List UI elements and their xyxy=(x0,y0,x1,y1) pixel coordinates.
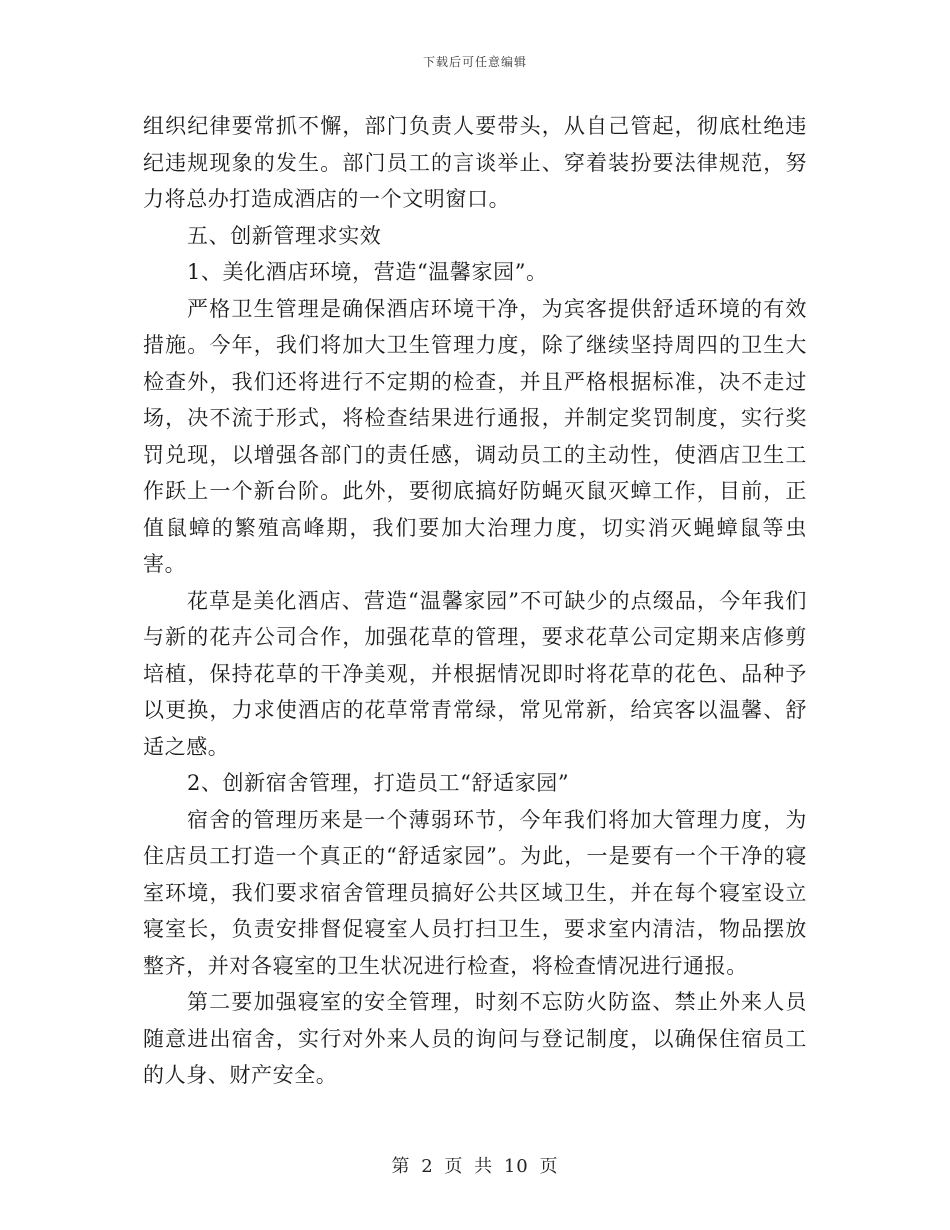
section-heading-innovation: 五、创新管理求实效 xyxy=(187,223,382,248)
page-footer: 第 2 页 共 10 页 xyxy=(391,1156,559,1177)
paragraph-dormitory-safety: 第二要加强寝室的安全管理，时刻不忘防火防盗、禁止外来人员随意进出宿舍，实行对外来人员的询问与登记制度，以确保住宿员工的人身、财产安全。 xyxy=(143,990,807,1087)
paragraph-discipline: 组织纪律要常抓不懈，部门负责人要带头，从自己管起，彻底杜绝违纪违规现象的发生。部门员工的言谈举止、穿着装扮要法律规范，努力将总办打造成酒店的一个文明窗口。 xyxy=(143,114,807,211)
paragraph-flowers: 花草是美化酒店、营造“温馨家园”不可缺少的点缀品，今年我们与新的花卉公司合作，加强花草的管理，要求花草公司定期来店修剪培植，保持花草的干净美观，并根据情况即时将花草的花色、品种予以更换，力求使酒店的花草常青常绿，常见常新，给宾客以温馨、舒适之感。 xyxy=(143,588,807,759)
paragraph-dormitory-management: 宿舍的管理历来是一个薄弱环节，今年我们将加大管理力度，为住店员工打造一个真正的“舒适家园”。为此，一是要有一个干净的寝室环境，我们要求宿舍管理员搞好公共区域卫生，并在每个寝室设立寝室长，负责安排督促寝室人员打扫卫生，要求室内清洁，物品摆放整齐，并对各寝室的卫生状况进行检查，将检查情况进行通报。 xyxy=(143,807,807,978)
page-header: 下载后可任意编辑 xyxy=(422,55,527,69)
paragraph-hygiene: 严格卫生管理是确保酒店环境干净，为宾客提供舒适环境的有效措施。今年，我们将加大卫生管理力度，除了继续坚持周四的卫生大检查外，我们还将进行不定期的检查，并且严格根据标准，决不走过场，决不流于形式，将检查结果进行通报，并制定奖罚制度，实行奖罚兑现，以增强各部门的责任感，调动员工的主动性，使酒店卫生工作跃上一个新台阶。此外，要彻底搞好防蝇灭鼠灭蟑工作，目前，正值鼠蟑的繁殖高峰期，我们要加大治理力度，切实消灭蝇蟑鼠等虫害。 xyxy=(143,296,807,576)
document-body xyxy=(143,108,807,1094)
subheading-dormitory: 2、创新宿舍管理，打造员工“舒适家园” xyxy=(187,771,570,795)
subheading-hotel-environment: 1、美化酒店环境，营造“温馨家园”。 xyxy=(187,260,548,284)
